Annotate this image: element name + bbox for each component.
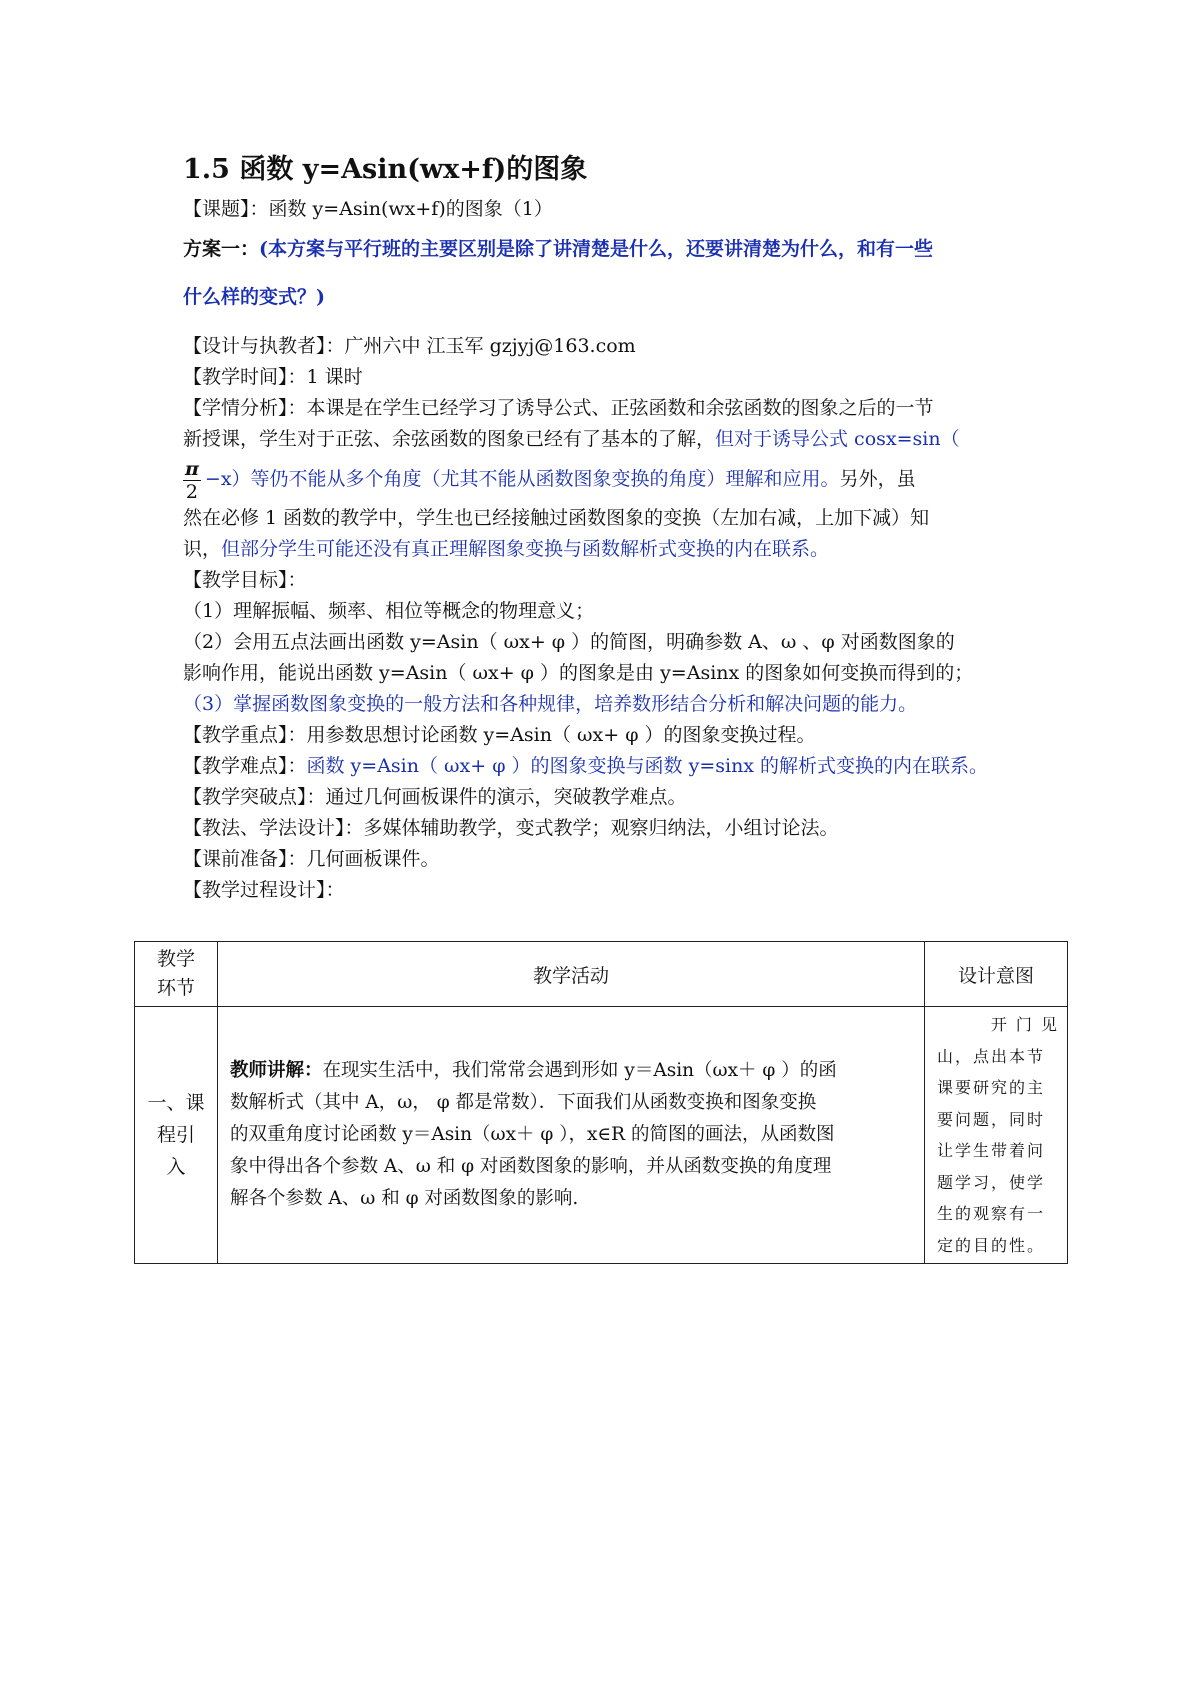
plan-body-2: 什么样的变式？)	[183, 286, 325, 308]
methods-line	[183, 813, 1043, 844]
difficulty-label: 【教学难点】：	[183, 755, 307, 777]
analysis-text-2b: 但对于诱导公式 cosx=sin（	[715, 428, 960, 450]
time-line	[183, 362, 1043, 393]
analysis-text-5b: 但部分学生可能还没有真正理解图象变换与函数解析式变换的内在联系。	[221, 538, 830, 560]
analysis-line-3	[183, 455, 1043, 503]
methods-value: 多媒体辅助教学，变式教学；观察归纳法，小组讨论法。	[363, 817, 839, 839]
topic-label: 【课题】：	[183, 198, 269, 220]
page-title: 1.5 函数 y=Asin(wx+f)的图象	[183, 154, 588, 185]
plan-block	[183, 225, 1043, 321]
analysis-label: 【学情分析】：	[183, 397, 307, 419]
breakthrough-label: 【教学突破点】：	[183, 786, 326, 808]
fraction-denominator: 2	[185, 480, 198, 503]
intent-line-7: 生的观察有一	[937, 1204, 1046, 1223]
analysis-line-5	[183, 534, 1043, 565]
intent-line-4: 要问题，同时	[937, 1109, 1046, 1129]
prep-line	[183, 844, 1043, 875]
difficulty-value: 函数 y=Asin（ ωx+ φ ）的图象变换与函数 y=sinx 的解析式变换的内在联系。	[306, 755, 989, 777]
analysis-line-2	[183, 424, 1043, 455]
goal-1: （1）理解振幅、频率、相位等概念的物理意义；	[183, 600, 595, 622]
fraction-numerator: π	[185, 457, 199, 480]
stage-line-2: 程引	[156, 1124, 195, 1146]
time-value: 1 课时	[306, 366, 363, 388]
lesson-plan-header	[183, 150, 1043, 906]
analysis-text-3a: −x）等仍不能从多个角度（尤其不能从函数图象变换的角度）理解和应用。	[204, 468, 840, 490]
designer-label: 【设计与执教者】：	[183, 335, 345, 357]
intent-cell	[925, 1007, 1068, 1264]
goal-3: （3）掌握函数图象变换的一般方法和各种规律，培养数形结合分析和解决问题的能力。	[183, 693, 918, 715]
designer-value: 广州六中 江玉军 gzjyj@163.com	[344, 335, 636, 357]
designer-line	[183, 331, 1043, 362]
analysis-line-4: 然在必修 1 函数的教学中，学生也已经接触过函数图象的变换（左加右减，上加下减）知	[183, 507, 930, 529]
analysis-line-1	[183, 393, 1043, 424]
header-intent: 设计意图	[925, 942, 1068, 1007]
header-stage-line-1: 教学	[156, 948, 195, 970]
header-stage	[135, 942, 218, 1007]
activity-line-3: 的双重角度讨论函数 y＝Asin（ωx＋ φ ），x∈R 的简图的画法，从函数图	[230, 1124, 835, 1145]
analysis-text-2a: 新授课，学生对于正弦、余弦函数的图象已经有了基本的了解，	[183, 428, 716, 450]
header-activity: 教学活动	[218, 942, 925, 1007]
prep-label: 【课前准备】：	[183, 848, 307, 870]
key-line	[183, 720, 1043, 751]
goals-label: 【教学目标】：	[183, 569, 307, 591]
methods-label: 【教法、学法设计】：	[183, 817, 364, 839]
stage-line-3: 入	[166, 1156, 186, 1178]
stage-cell	[135, 1007, 218, 1264]
topic-line	[183, 194, 1043, 225]
breakthrough-line	[183, 782, 1043, 813]
activity-line-4: 象中得出各个参数 A、ω 和 φ 对函数图象的影响，并从函数变换的角度理	[230, 1156, 832, 1177]
topic-value: 函数 y=Asin(wx+f)的图象（1）	[268, 198, 553, 220]
breakthrough-value: 通过几何画板课件的演示，突破教学难点。	[325, 786, 687, 808]
intent-line-2: 山，点出本节	[937, 1046, 1046, 1066]
analysis-text-3b: 另外，虽	[839, 468, 916, 490]
analysis-text-1: 本课是在学生已经学习了诱导公式、正弦函数和余弦函数的图象之后的一节	[306, 397, 934, 419]
analysis-text-5a: 识，	[183, 538, 222, 560]
key-value: 用参数思想讨论函数 y=Asin（ ωx+ φ ）的图象变换过程。	[306, 724, 816, 746]
table-header-row	[135, 942, 1068, 1007]
activity-bold-lead: 教师讲解：	[230, 1060, 323, 1081]
activity-line-1: 在现实生活中，我们常常会遇到形如 y＝Asin（ωx＋ φ ）的函	[322, 1060, 837, 1081]
goal-2a: （2）会用五点法画出函数 y=Asin（ ωx+ φ ）的简图，明确参数 A、ω 、φ 对函数图象的	[183, 631, 955, 653]
pi-over-2-fraction	[183, 458, 201, 503]
intent-line-5: 让学生带着问	[937, 1141, 1046, 1160]
intent-line-1: 开 门 见	[990, 1015, 1059, 1034]
header-stage-line-2: 环节	[156, 977, 195, 999]
process-label: 【教学过程设计】：	[183, 879, 345, 901]
prep-value: 几何画板课件。	[306, 848, 440, 870]
stage-line-1: 一、课	[147, 1092, 205, 1114]
activity-line-5: 解各个参数 A、ω 和 φ 对函数图象的影响.	[230, 1188, 579, 1209]
intent-line-3: 课要研究的主	[937, 1078, 1046, 1097]
lesson-process-table	[134, 941, 1068, 1264]
table-row	[135, 1007, 1068, 1264]
intent-line-8: 定的目的性。	[937, 1235, 1046, 1255]
activity-cell	[218, 1007, 925, 1264]
key-label: 【教学重点】：	[183, 724, 307, 746]
goal-2b: 影响作用，能说出函数 y=Asin（ ωx+ φ ）的图象是由 y=Asinx 的图象如何变换而得到的；	[183, 662, 974, 684]
time-label: 【教学时间】：	[183, 366, 307, 388]
intent-line-6: 题学习，使学	[937, 1172, 1046, 1192]
activity-line-2: 数解析式（其中 A，ω， φ 都是常数）．下面我们从函数变换和图象变换	[230, 1092, 817, 1113]
plan-head: 方案一：	[183, 238, 260, 260]
plan-body: (本方案与平行班的主要区别是除了讲清楚是什么，还要讲清楚为什么，和有一些	[259, 238, 934, 260]
difficulty-line	[183, 751, 1043, 782]
